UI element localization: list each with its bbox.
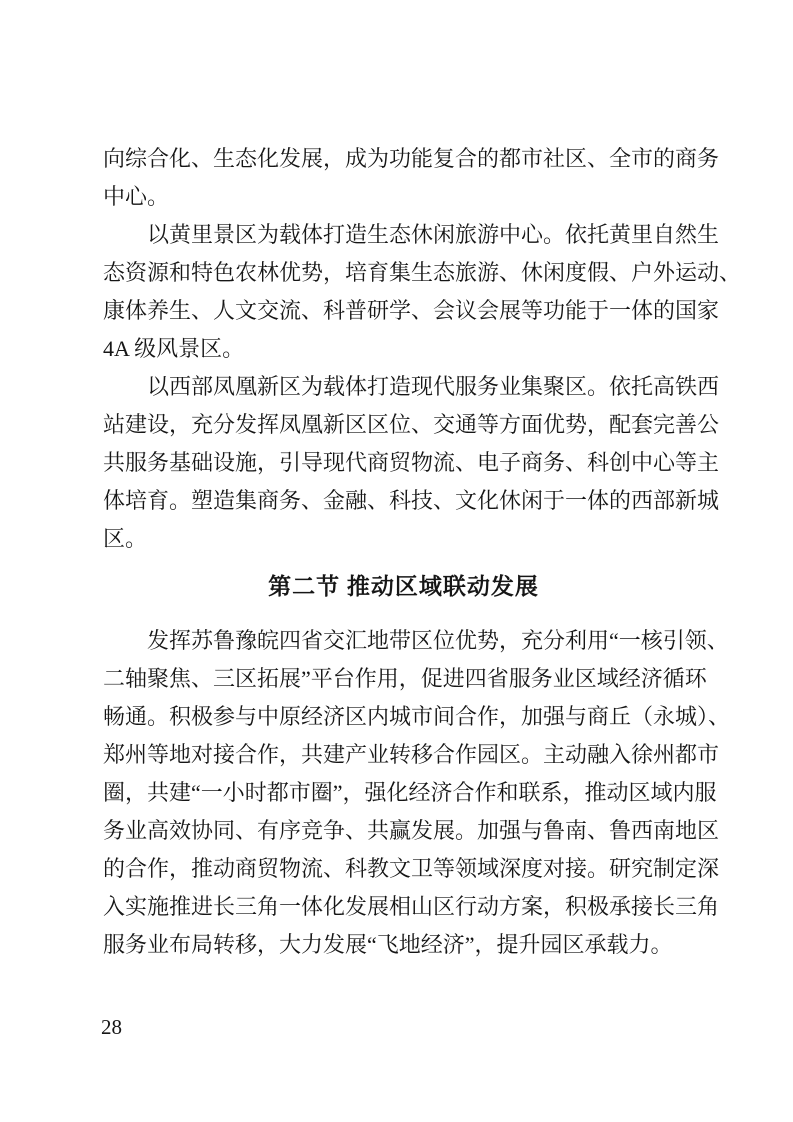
text-line: 发挥苏鲁豫皖四省交汇地带区位优势，充分利用“一核引领、 xyxy=(147,628,729,653)
text-line: 站建设，充分发挥凤凰新区区位、交通等方面优势，配套完善公 xyxy=(103,412,720,437)
text-line: 入实施推进长三角一体化发展相山区行动方案，积极承接长三角 xyxy=(103,894,720,919)
text-line: 畅通。积极参与中原经济区内城市间合作，加强与商丘（永城）、 xyxy=(103,704,731,729)
text-line: 郑州等地对接合作，共建产业转移合作园区。主动融入徐州都市 xyxy=(103,742,720,767)
text-line: 服务业布局转移，大力发展“飞地经济”，提升园区承载力。 xyxy=(103,932,673,957)
paragraph xyxy=(103,140,720,216)
text-line: 向综合化、生态化发展，成为功能复合的都市社区、全市的商务 xyxy=(103,146,720,171)
section-heading: 第二节 推动区域联动发展 xyxy=(268,574,539,599)
body-paragraphs-before-heading xyxy=(103,140,742,558)
paragraph xyxy=(103,368,720,558)
text-line: 态资源和特色农林优势，培育集生态旅游、休闲度假、户外运动、 xyxy=(103,260,742,285)
page-number: 28 xyxy=(101,1015,122,1039)
text-line: 圈，共建“一小时都市圈”，强化经济合作和联系，推动区域内服 xyxy=(103,780,717,805)
text-line: 以黄里景区为载体打造生态休闲旅游中心。依托黄里自然生 xyxy=(147,222,720,247)
text-line: 共服务基础设施，引导现代商贸物流、电子商务、科创中心等主 xyxy=(103,450,720,475)
text-line: 中心。 xyxy=(103,184,170,209)
text-line: 体培育。塑造集商务、金融、科技、文化休闲于一体的西部新城 xyxy=(103,488,720,513)
text-line: 4A 级风景区。 xyxy=(103,336,245,361)
text-line: 务业高效协同、有序竞争、共赢发展。加强与鲁南、鲁西南地区 xyxy=(103,818,720,843)
text-line: 区。 xyxy=(103,526,148,551)
text-line: 康体养生、人文交流、科普研学、会议会展等功能于一体的国家 xyxy=(103,298,720,323)
body-paragraphs-after-heading xyxy=(103,622,731,964)
text-line: 二轴聚焦、三区拓展”平台作用，促进四省服务业区域经济循环 xyxy=(103,666,707,691)
text-line: 的合作，推动商贸物流、科教文卫等领域深度对接。研究制定深 xyxy=(103,856,720,881)
text-block xyxy=(103,140,742,964)
paragraph xyxy=(103,216,742,368)
text-line: 以西部凤凰新区为载体打造现代服务业集聚区。依托高铁西 xyxy=(147,374,720,399)
paragraph xyxy=(103,622,731,964)
